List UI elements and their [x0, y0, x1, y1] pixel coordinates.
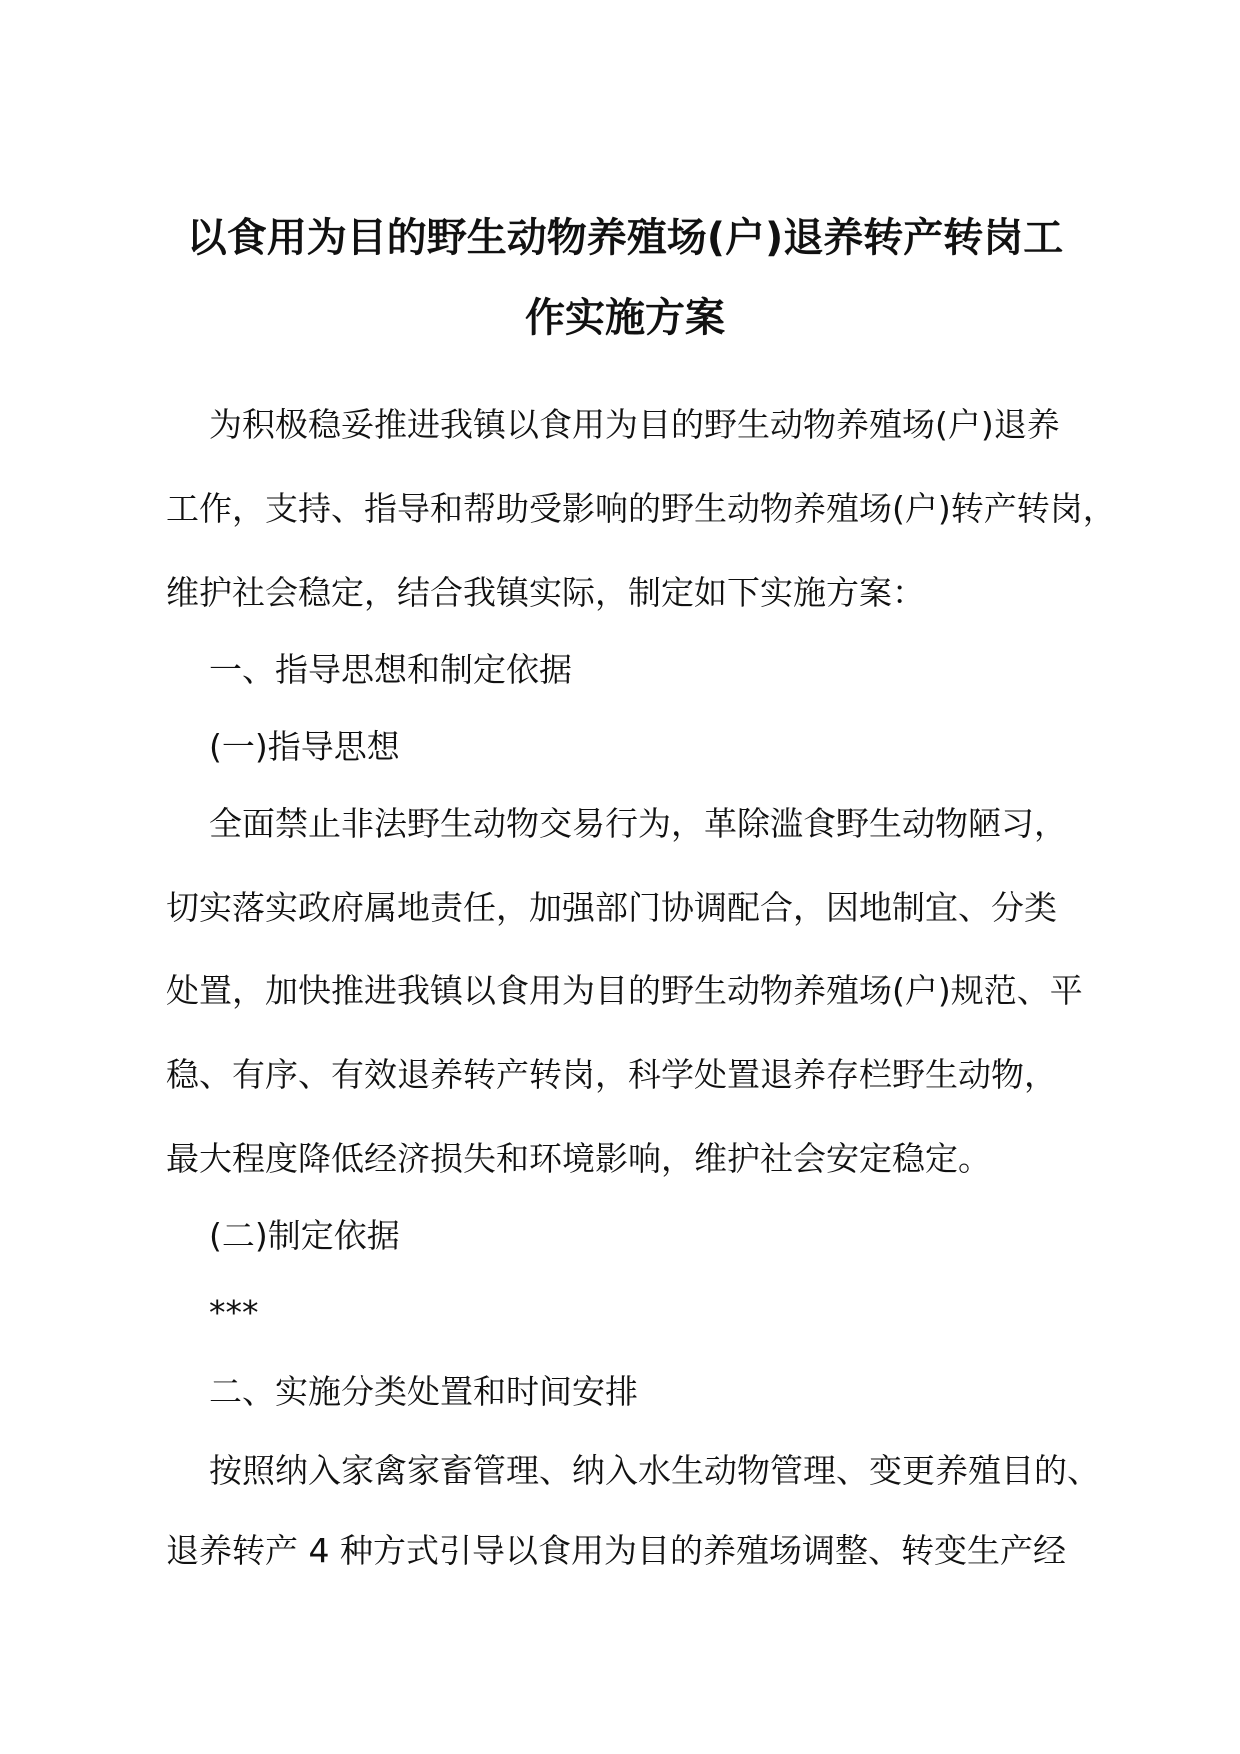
document-title-line-2: 作实施方案: [525, 295, 725, 341]
subsection-1-line-1: 全面禁止非法野生动物交易行为，革除滥食野生动物陋习，: [209, 804, 1067, 843]
intro-line-1: 为积极稳妥推进我镇以食用为目的野生动物养殖场(户)退养: [209, 405, 1060, 444]
subsection-1-line-2: 切实落实政府属地责任，加强部门协调配合，因地制宜、分类: [166, 888, 1057, 927]
subsection-1-heading: (一)指导思想: [209, 727, 400, 766]
subsection-1-line-4: 稳、有序、有效退养转产转岗，科学处置退养存栏野生动物，: [166, 1055, 1057, 1094]
subsection-1-line-5: 最大程度降低经济损失和环境影响，维护社会安定稳定。: [166, 1139, 991, 1178]
section-2-line-2: 退养转产 4 种方式引导以食用为目的养殖场调整、转变生产经: [166, 1531, 1066, 1570]
section-2-line-1: 按照纳入家禽家畜管理、纳入水生动物管理、变更养殖目的、: [209, 1451, 1100, 1490]
intro-line-2: 工作，支持、指导和帮助受影响的野生动物养殖场(户)转产转岗，: [166, 489, 1116, 528]
document-title-line-1: 以食用为目的野生动物养殖场(户)退养转产转岗工: [186, 215, 1064, 261]
section-2-heading: 二、实施分类处置和时间安排: [209, 1372, 638, 1411]
subsection-2-heading: (二)制定依据: [209, 1216, 400, 1255]
intro-line-3: 维护社会稳定，结合我镇实际，制定如下实施方案：: [166, 573, 925, 612]
subsection-2-body: ***: [209, 1293, 259, 1332]
subsection-1-line-3: 处置，加快推进我镇以食用为目的野生动物养殖场(户)规范、平: [166, 971, 1083, 1010]
section-1-heading: 一、指导思想和制定依据: [209, 650, 572, 689]
